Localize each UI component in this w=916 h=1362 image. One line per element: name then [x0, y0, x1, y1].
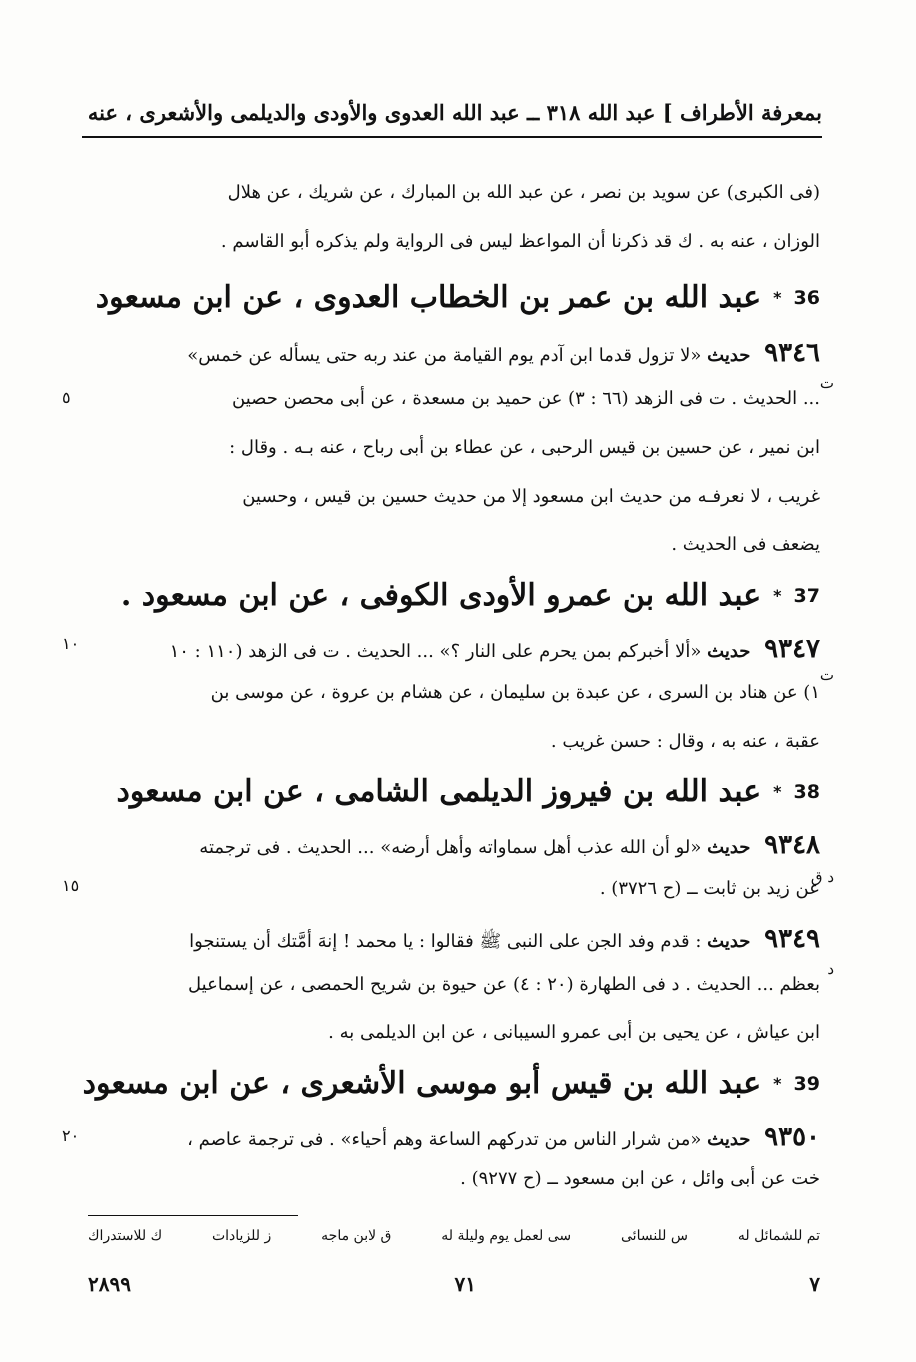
- abbrev-item: ز للزيادات: [211, 1228, 272, 1244]
- hadith-word: حديث: [707, 641, 751, 662]
- footer-rule: [88, 1215, 298, 1216]
- hadith-9349-line-2: بعظم ... الحديث . د فى الطهارة (٢٠ : ٤) عن حيوة بن شريح الحمصى ، عن إسماعيل: [188, 974, 820, 995]
- star-icon: *: [773, 1074, 782, 1093]
- hadith-9346-line-2: ... الحديث . ت فى الزهد (٦٦ : ٣) عن حميد بن مسعدة ، عن أبى محصن حصين: [232, 388, 820, 409]
- signature-number: ٢٨٩٩: [88, 1272, 131, 1296]
- running-header-text: بمعرفة الأطراف ] عبد الله ٣١٨ ــ عبد الله العدوى والأودى والديلمى والأشعرى ، عنه: [87, 99, 822, 125]
- star-icon: *: [773, 782, 782, 801]
- section-heading-38: [116, 774, 820, 809]
- margin-line-number: ٢٠: [62, 1126, 80, 1145]
- running-header: [82, 92, 822, 132]
- hadith-text: عن أبى وائل ، عن ابن مسعود ــ (ح ٩٢٧٧) .: [460, 1168, 786, 1189]
- abbrev-item: تم للشمائل له: [737, 1228, 820, 1244]
- margin-line-number: ٥: [62, 388, 71, 407]
- star-icon: *: [773, 586, 782, 605]
- intro-line-1: (فى الكبرى) عن سويد بن نصر ، عن عبد الله بن المبارك ، عن شريك ، عن هلال: [227, 182, 820, 203]
- hadith-word: حديث: [707, 837, 751, 858]
- hadith-word: حديث: [707, 931, 751, 952]
- hadith-9347-line-3: عقبة ، عنه به ، وقال : حسن غريب .: [550, 731, 820, 752]
- hadith-number: ٩٣٤٦: [764, 338, 820, 368]
- hadith-text: «من شرار الناس من تدركهم الساعة وهم أحياء» . فى ترجمة عاصم ،: [187, 1129, 702, 1150]
- hadith-text: «لو أن الله عذب أهل سماواته وأهل أرضه» ... الحديث . فى ترجمته: [199, 837, 702, 858]
- hadith-number: ٩٣٤٨: [764, 830, 820, 860]
- hadith-number: ٩٣٥٠: [764, 1122, 820, 1152]
- hadith-9350-line-1: [82, 1122, 820, 1153]
- abbrev-item: ق لابن ماجه: [321, 1228, 392, 1244]
- section-number: 36: [793, 286, 820, 309]
- section-title: عبد الله بن فيروز الديلمى الشامى ، عن ابن مسعود: [116, 774, 762, 809]
- hadith-9349-sigla: د: [827, 960, 834, 978]
- section-title: عبد الله بن عمر بن الخطاب العدوى ، عن ابن مسعود: [95, 280, 762, 315]
- abbrev-item: ك للاستدراك: [88, 1228, 163, 1244]
- hadith-9347-line-2: ١) عن هناد بن السرى ، عن عبدة بن سليمان ، عن هشام بن عروة ، عن موسى بن: [210, 682, 820, 703]
- hadith-9346-line-5: يضعف فى الحديث .: [671, 534, 820, 555]
- intro-line-2: الوزان ، عنه به . ك قد ذكرنا أن المواعظ ليس فى الرواية ولم يذكره أبو القاسم .: [220, 231, 820, 252]
- section-title: عبد الله بن قيس أبو موسى الأشعرى ، عن ابن مسعود: [82, 1066, 762, 1101]
- hadith-text: «لا تزول قدما ابن آدم يوم القيامة من عند ربه حتى يسأله عن خمس»: [187, 345, 702, 366]
- hadith-number: ٩٣٤٩: [764, 924, 820, 954]
- hadith-9348-line-1: [82, 830, 820, 861]
- page-number: ٧١: [454, 1272, 476, 1296]
- star-icon: *: [773, 288, 782, 307]
- margin-line-number: ١٥: [62, 876, 80, 895]
- section-heading-39: [82, 1066, 820, 1101]
- hadith-9348-line-2: عن زيد بن ثابت ــ (ح ٣٧٢٦) .: [599, 878, 820, 899]
- hadith-text: «ألا أخبركم بمن يحرم على النار ؟» ... الحديث . ت فى الزهد (١١٠ : ١٠: [169, 641, 702, 662]
- hadith-text: : قدم وفد الجن على النبى ﷺ فقالوا : يا محمد ! إنهَ أمَّتك أن يستنجوا: [189, 931, 702, 952]
- section-number: 39: [793, 1072, 820, 1095]
- hadith-9346-line-1: [82, 338, 820, 369]
- section-heading-36: [95, 280, 820, 315]
- abbrev-item: سى لعمل يوم وليلة له: [441, 1228, 572, 1244]
- hadith-9346-line-3: ابن نمير ، عن حسين بن قيس الرحبى ، عن عطاء بن أبى رباح ، عنه بـه . وقال :: [229, 437, 820, 458]
- section-title: عبد الله بن عمرو الأودى الكوفى ، عن ابن مسعود .: [120, 578, 762, 613]
- hadith-9347-line-1: [82, 634, 820, 665]
- abbrev-item: س للنسائى: [621, 1228, 688, 1244]
- hadith-9349-line-1: [82, 924, 820, 955]
- header-rule: [82, 136, 822, 138]
- hadith-9350-line-2: [82, 1168, 820, 1190]
- hadith-sigla-inline: خت: [791, 1168, 820, 1189]
- hadith-number: ٩٣٤٧: [764, 634, 820, 664]
- section-heading-37: [120, 578, 820, 613]
- abbreviation-key: [88, 1228, 820, 1244]
- volume-number: ٧: [809, 1272, 820, 1296]
- hadith-9349-line-3: ابن عياش ، عن يحيى بن أبى عمرو السيبانى ، عن ابن الديلمى به .: [328, 1022, 820, 1043]
- section-number: 38: [793, 780, 820, 803]
- section-number: 37: [793, 584, 820, 607]
- hadith-9346-line-4: غريب ، لا نعرفـه من حديث ابن مسعود إلا من حديث حسين بن قيس ، وحسين: [242, 486, 820, 507]
- margin-line-number: ١٠: [62, 634, 80, 653]
- hadith-9346-sigla: ت: [819, 374, 834, 392]
- hadith-9348-sigla: د ق: [810, 868, 834, 886]
- hadith-word: حديث: [707, 1129, 751, 1150]
- hadith-word: حديث: [707, 345, 751, 366]
- hadith-9347-sigla: ت: [819, 666, 834, 684]
